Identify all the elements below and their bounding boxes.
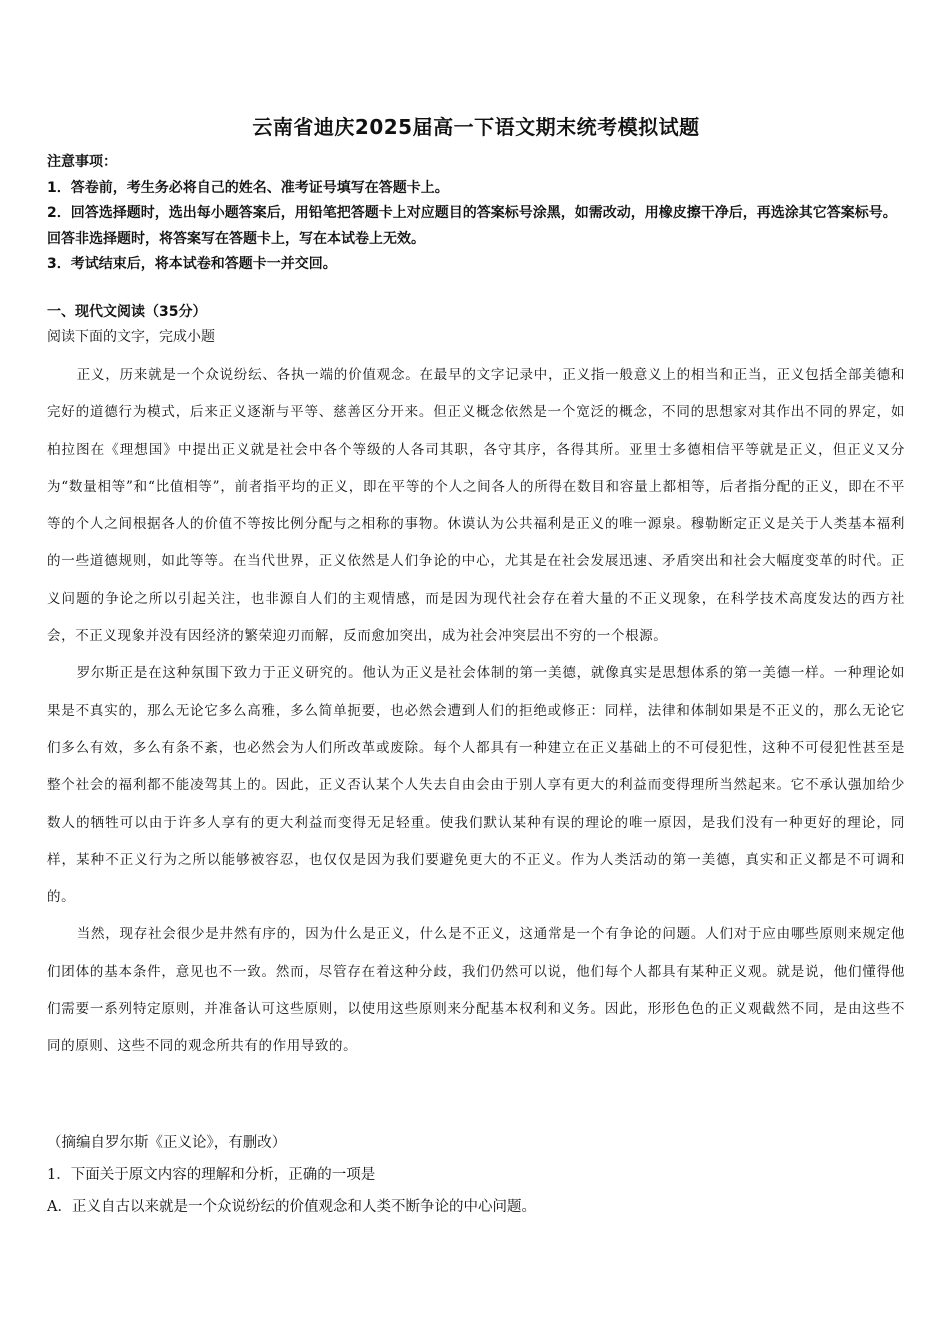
notice-item: 1．答卷前，考生务必将自己的姓名、准考证号填写在答题卡上。 xyxy=(47,179,449,196)
section-header xyxy=(47,300,905,350)
section-title: 一、现代文阅读（35分） xyxy=(47,304,207,320)
reading-passage xyxy=(47,357,905,1066)
notice-block xyxy=(47,150,905,278)
notice-item: 2．回答选择题时，选出每小题答案后，用铅笔把答题卡上对应题目的答案标号涂黑，如需改动，用橡皮擦干净后，再选涂其它答案标号。回答非选择题时，将答案写在答题卡上，写在本试卷上无效。 xyxy=(47,205,897,247)
passage-source: （摘编自罗尔斯《正义论》，有删改） xyxy=(47,1135,287,1151)
notice-heading: 注意事项： xyxy=(47,154,117,170)
exam-title: 云南省迪庆2025届高一下语文期末统考模拟试题 xyxy=(252,115,700,139)
notice-item: 3．考试结束后，将本试卷和答题卡一并交回。 xyxy=(47,256,337,272)
passage-paragraph: 正义，历来就是一个众说纷纭、各执一端的价值观念。在最早的文字记录中，正义指一般意义上的相当和正当，正义包括全部美德和完好的道德行为模式，后来正义逐渐与平等、慈善区分开来。但正义概念依然是一个宽泛的概念，不同的思想家对其作出不同的界定，如柏拉图在《理想国》中提出正义就是社会中各个等级的人各司其职，各守其序，各得其所。亚里士多德相信平等就是正义，但正义又分为“数量相等”和“比值相等”，前者指平均的正义，即在平等的个人之间各人的所得在数目和容量上都相等，后者指分配的正义，即在不平等的个人之间根据各人的价值不等按比例分配与之相称的事物。休谟认为公共福利是正义的唯一源泉。穆勒断定正义是关于人类基本福利的一些道德规则，如此等等。在当代世界，正义依然是人们争论的中心，尤其是在社会发展迅速、矛盾突出和社会大幅度变革的时代。正义问题的争论之所以引起关注，也非源自人们的主观情感，而是因为现代社会存在着大量的不正义现象，在科学技术高度发达的西方社会，不正义现象并没有因经济的繁荣迎刃而解，反而愈加突出，成为社会冲突层出不穷的一个根源。 xyxy=(47,367,905,645)
answer-option-a: A．正义自古以来就是一个众说纷纭的价值观念和人类不断争论的中心问题。 xyxy=(47,1199,536,1215)
passage-paragraph: 罗尔斯正是在这种氛围下致力于正义研究的。他认为正义是社会体制的第一美德，就像真实是思想体系的第一美德一样。一种理论如果是不真实的，那么无论它多么高雅，多么简单扼要，也必然会遭到人们的拒绝或修正：同样，法律和体制如果是不正义的，那么无论它们多么有效，多么有条不紊，也必然会为人们所改革或废除。每个人都具有一种建立在正义基础上的不可侵犯性，这种不可侵犯性甚至是整个社会的福利都不能凌驾其上的。因此，正义否认某个人失去自由会由于别人享有更大的利益而变得理所当然起来。它不承认强加给少数人的牺牲可以由于许多人享有的更大利益而变得无足轻重。使我们默认某种有误的理论的唯一原因，是我们没有一种更好的理论，同样，某种不正义行为之所以能够被容忍，也仅仅是因为我们要避免更大的不正义。作为人类活动的第一美德，真实和正义都是不可调和的。 xyxy=(47,665,905,906)
section-instruction: 阅读下面的文字，完成小题 xyxy=(47,329,215,345)
question-stem: 1．下面关于原文内容的理解和分析，正确的一项是 xyxy=(47,1167,376,1183)
question-block xyxy=(47,1127,905,1223)
passage-paragraph: 当然，现存社会很少是井然有序的，因为什么是正义，什么是不正义，这通常是一个有争论的问题。人们对于应由哪些原则来规定他们团体的基本条件，意见也不一致。然而，尽管存在着这种分歧，我们仍然可以说，他们每个人都具有某种正义观。就是说，他们懂得他们需要一系列特定原则，并准备认可这些原则，以使用这些原则来分配基本权利和义务。因此，形形色色的正义观截然不同，是由这些不同的原则、这些不同的观念所共有的作用导致的。 xyxy=(47,926,905,1055)
